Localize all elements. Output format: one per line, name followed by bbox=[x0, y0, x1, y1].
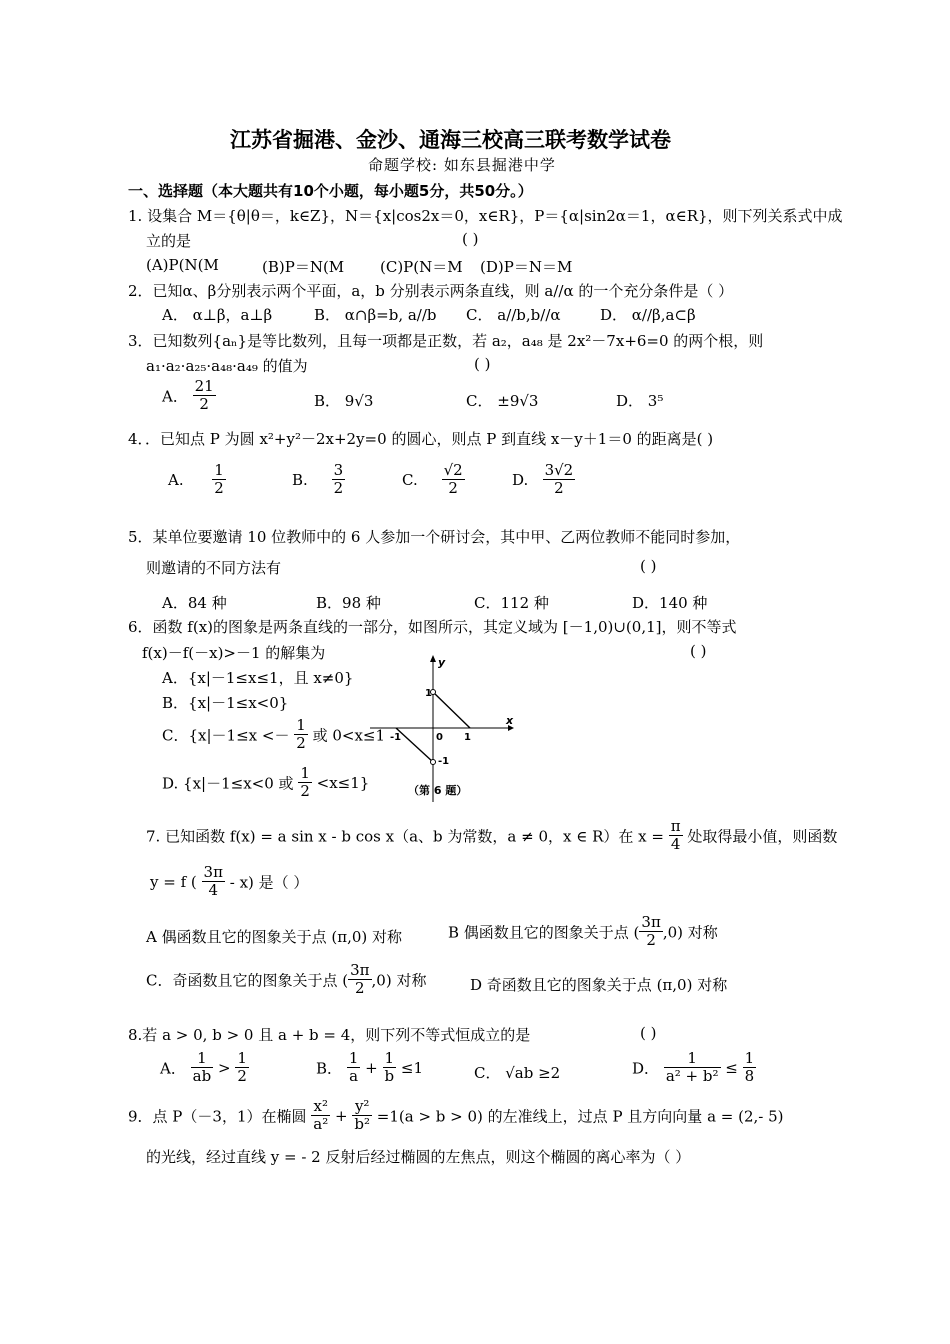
q7-opt-b bbox=[448, 914, 718, 950]
q6-opt-d-num: 1 bbox=[300, 764, 310, 782]
q8-line1: 8.若 a > 0, b > 0 且 a + b = 4，则下列不等式恒成立的是 bbox=[128, 1026, 531, 1044]
q8-opt-d-frac2 bbox=[743, 1050, 757, 1086]
q6-opt-d bbox=[162, 765, 369, 801]
x-label: x bbox=[506, 714, 514, 727]
q8-opt-d-den1: a² + b² bbox=[665, 1067, 719, 1086]
q3-opt-a-num: 21 bbox=[194, 377, 214, 395]
q4-opt-d-den: 2 bbox=[554, 479, 564, 498]
q8-opt-a-den2: 2 bbox=[237, 1067, 247, 1086]
q3-opt-b: B． 9√3 bbox=[314, 392, 374, 410]
q8-opt-c: C． √ab ≥2 bbox=[474, 1064, 561, 1082]
q9-num-y: y² bbox=[352, 1098, 372, 1116]
q7-line2-pre: y = f ( bbox=[150, 872, 197, 891]
q7-opt-b-pre: B 偶函数且它的图象关于点 ( bbox=[448, 923, 640, 942]
q4-opt-a-label: A. bbox=[168, 470, 184, 489]
q4-opt-a-num: 1 bbox=[214, 461, 224, 479]
q8-opt-a-den1: ab bbox=[192, 1067, 212, 1086]
q6-line2: f(x)－f(－x)>－1 的解集为 bbox=[142, 644, 326, 662]
q4-opt-a-fraction bbox=[212, 462, 226, 498]
q7-line2 bbox=[150, 864, 308, 900]
q2-opt-d: D． α//β,a⊂β bbox=[600, 306, 696, 324]
q6-opt-c bbox=[162, 717, 385, 753]
q8-opt-b-den2: b bbox=[384, 1067, 395, 1086]
q7-opt-b-num: 3π bbox=[641, 913, 661, 931]
y-label: y bbox=[438, 656, 446, 669]
q3-opt-a-fraction bbox=[193, 378, 216, 414]
tick-y-1: 1 bbox=[425, 688, 432, 699]
q1-opt-d: (D)P＝N＝M bbox=[480, 258, 573, 276]
open-point-bottom bbox=[431, 760, 436, 765]
q7-opt-c-den: 2 bbox=[355, 979, 365, 998]
q8-opt-a bbox=[160, 1050, 249, 1086]
q6-opt-c-fraction bbox=[294, 717, 308, 753]
q2-line1: 2．已知α、β分别表示两个平面，a，b 分别表示两条直线，则 a//α 的一个充分条件是（ ） bbox=[128, 282, 734, 300]
q9-line2: 的光线，经过直线 y = - 2 反射后经过椭圆的左焦点，则这个椭圆的离心率为（ ） bbox=[146, 1148, 691, 1166]
q7-opt-b-fraction bbox=[639, 914, 662, 950]
q7-line1-den: 4 bbox=[670, 835, 681, 854]
q6-opt-c-pre: C．{x|－1≤x <－ bbox=[162, 726, 290, 745]
q4-opt-c-label: C. bbox=[402, 470, 418, 489]
q7-line1 bbox=[146, 818, 837, 854]
graph-line-right bbox=[433, 692, 470, 728]
q5-line1: 5．某单位要邀请 10 位教师中的 6 人参加一个研讨会，其中甲、乙两位教师不能同时参加， bbox=[128, 528, 741, 546]
q8-opt-d-label: D． bbox=[632, 1059, 660, 1078]
q7-opt-d: D 奇函数且它的图象关于点 (π,0) 对称 bbox=[470, 976, 728, 994]
q8-opt-b-num1: 1 bbox=[348, 1049, 359, 1067]
q8-opt-b-frac2 bbox=[383, 1050, 397, 1086]
q5-opt-a: A．84 种 bbox=[162, 594, 227, 612]
q4-opt-d bbox=[512, 462, 575, 498]
q7-opt-c-fraction bbox=[348, 962, 371, 998]
q7-opt-c bbox=[146, 962, 426, 998]
q8-opt-b-label: B． bbox=[316, 1059, 343, 1078]
q4-opt-d-label: D. bbox=[512, 470, 529, 489]
q6-opt-c-post: 或 0<x≤1 bbox=[312, 726, 386, 745]
q7-line1-post: 处取得最小值，则函数 bbox=[687, 827, 838, 846]
q8-opt-b-frac1 bbox=[347, 1050, 361, 1086]
q8-opt-a-label: A． bbox=[160, 1059, 186, 1078]
q7-line2-num: 3π bbox=[203, 863, 223, 881]
q3-line2: a₁·a₂·a₂₅·a₄₈·a₄₉ 的值为 bbox=[146, 357, 308, 375]
q4-opt-c-num: √2 bbox=[443, 461, 463, 479]
q7-line2-den: 4 bbox=[208, 881, 219, 900]
q9-line1 bbox=[128, 1098, 784, 1134]
q2-opt-c: C． a//b,b//α bbox=[466, 306, 561, 324]
q3-opt-a bbox=[162, 378, 216, 414]
graph-line-left bbox=[396, 728, 433, 762]
q4-opt-b-fraction bbox=[332, 462, 346, 498]
q1-opt-c: (C)P(N＝M bbox=[380, 258, 463, 276]
q8-opt-b-num2: 1 bbox=[383, 1050, 397, 1068]
q1-line1: 1. 设集合 M＝{θ|θ＝，k∈Z}，N＝{x|cos2x＝0，x∈R}，P＝{α|sin2α＝1，α∈R}，则下列关系式中成 bbox=[128, 207, 843, 225]
q2-opt-a: A． α⊥β，a⊥β bbox=[162, 306, 273, 324]
q6-opt-c-den: 2 bbox=[296, 734, 306, 753]
q5-opt-c: C．112 种 bbox=[474, 594, 549, 612]
q8-opt-d-num1: 1 bbox=[664, 1050, 721, 1068]
q8-opt-a-num1: 1 bbox=[191, 1050, 214, 1068]
q8-opt-d-num2: 1 bbox=[744, 1049, 755, 1067]
q7-line2-fraction bbox=[202, 864, 225, 900]
q3-line1: 3．已知数列{aₙ}是等比数列，且每一项都是正数，若 a₂，a₄₈ 是 2x²－7x+6=0 的两个根，则 bbox=[128, 332, 764, 350]
q1-paren: ( ) bbox=[462, 230, 479, 248]
q7-opt-c-post: ,0) 对称 bbox=[371, 971, 427, 990]
q6-opt-a: A．{x|－1≤x≤1，且 x≠0} bbox=[162, 669, 354, 687]
q9-line1-post: =1(a > b > 0) 的左准线上，过点 P 且方向向量 a = (2,- 5) bbox=[376, 1107, 784, 1126]
q3-opt-c: C． ±9√3 bbox=[466, 392, 539, 410]
q5-paren: ( ) bbox=[640, 557, 657, 575]
q4-opt-b-label: B. bbox=[292, 470, 308, 489]
q7-opt-c-pre: C．奇函数且它的图象关于点 ( bbox=[146, 971, 349, 990]
q9-num-x: x² bbox=[311, 1098, 330, 1116]
q3-opt-a-den: 2 bbox=[199, 395, 209, 414]
q8-paren: ( ) bbox=[640, 1024, 657, 1042]
figure-caption: （第 6 题） bbox=[408, 784, 468, 797]
page-title: 江苏省掘港、金沙、通海三校高三联考数学试卷 bbox=[230, 128, 671, 152]
q1-opt-b: (B)P＝N(M bbox=[262, 258, 345, 276]
section-heading: 一、选择题（本大题共有10个小题，每小题5分，共50分。） bbox=[128, 182, 533, 200]
q3-paren: ( ) bbox=[474, 355, 491, 373]
q8-opt-d bbox=[632, 1050, 756, 1086]
q6-opt-b: B．{x|－1≤x<0} bbox=[162, 694, 289, 712]
q7-opt-b-post: ,0) 对称 bbox=[662, 923, 718, 942]
q7-line1-num: π bbox=[670, 817, 681, 835]
q8-opt-a-op: > bbox=[217, 1058, 231, 1077]
q7-line2-post: - x) 是（ ） bbox=[229, 873, 309, 892]
q5-opt-d: D．140 种 bbox=[632, 594, 708, 612]
q3-opt-d: D． 3⁵ bbox=[616, 392, 664, 410]
q4-opt-b-den: 2 bbox=[333, 479, 344, 498]
q8-opt-a-frac2 bbox=[235, 1050, 249, 1086]
q6-opt-d-fraction bbox=[298, 765, 312, 801]
q4-opt-a-den: 2 bbox=[214, 479, 224, 498]
q6-graph-figure bbox=[368, 652, 518, 802]
q6-opt-d-den: 2 bbox=[300, 782, 310, 801]
q8-opt-d-den2: 8 bbox=[744, 1067, 755, 1086]
q8-opt-b-den1: a bbox=[349, 1067, 359, 1086]
q9-den-b: b² bbox=[354, 1115, 371, 1134]
q4-opt-c-den: 2 bbox=[448, 479, 458, 498]
q8-opt-b bbox=[316, 1050, 423, 1086]
q9-plus: + bbox=[335, 1106, 348, 1125]
q4-opt-d-num: 3√2 bbox=[544, 461, 574, 479]
q7-line1-fraction bbox=[669, 818, 683, 854]
q9-den-a: a² bbox=[313, 1115, 329, 1134]
tick-origin: 0 bbox=[436, 732, 443, 743]
q3-opt-a-label: A． bbox=[162, 387, 188, 406]
q8-opt-b-plus: + bbox=[365, 1058, 378, 1077]
tick-x-1: 1 bbox=[464, 732, 471, 743]
q9-frac-x bbox=[311, 1098, 330, 1134]
q4-opt-b-num: 3 bbox=[333, 461, 344, 479]
q8-opt-d-frac1 bbox=[664, 1050, 721, 1086]
q4-opt-d-fraction bbox=[543, 462, 576, 498]
q6-opt-d-post: <x≤1} bbox=[316, 773, 370, 792]
q8-opt-b-post: ≤1 bbox=[400, 1058, 424, 1077]
q5-opt-b: B．98 种 bbox=[316, 594, 381, 612]
q6-opt-d-pre: D. {x|－1≤x<0 或 bbox=[162, 774, 294, 793]
q9-frac-y bbox=[352, 1098, 372, 1134]
q4-opt-c bbox=[402, 462, 465, 498]
q4-opt-a bbox=[168, 462, 226, 498]
q8-opt-a-num2: 1 bbox=[237, 1049, 247, 1067]
q7-opt-b-den: 2 bbox=[646, 931, 656, 950]
q1-opt-a: (A)P(N(M bbox=[146, 256, 219, 274]
q2-opt-b: B． α∩β=b, a//b bbox=[314, 306, 437, 324]
q7-opt-a: A 偶函数且它的图象关于点 (π,0) 对称 bbox=[146, 928, 403, 946]
q5-line2: 则邀请的不同方法有 bbox=[146, 559, 282, 577]
q1-line2: 立的是 bbox=[146, 232, 192, 250]
q7-line1-pre: 7. 已知函数 f(x) = a sin x - b cos x（a、b 为常数，a ≠ 0，x ∈ R）在 x = bbox=[146, 827, 664, 846]
q4-line1: 4．．已知点 P 为圆 x²+y²－2x+2y=0 的圆心，则点 P 到直线 x－y＋1＝0 的距离是( ) bbox=[128, 430, 714, 448]
q4-opt-c-fraction bbox=[442, 462, 465, 498]
q7-opt-c-num: 3π bbox=[350, 961, 370, 979]
q6-paren: ( ) bbox=[690, 642, 707, 660]
tick-y-neg1: -1 bbox=[438, 756, 450, 767]
q9-line1-pre: 9．点 P（－3，1）在椭圆 bbox=[128, 1107, 307, 1126]
tick-x-neg1: -1 bbox=[390, 732, 402, 743]
y-axis-arrow bbox=[430, 655, 436, 662]
school-line: 命题学校: 如东县掘港中学 bbox=[368, 156, 556, 174]
q8-opt-a-frac1 bbox=[191, 1050, 214, 1086]
q6-line1: 6．函数 f(x)的图象是两条直线的一部分，如图所示，其定义域为 [－1,0)∪(0,1]，则不等式 bbox=[128, 618, 737, 636]
q4-opt-b bbox=[292, 462, 345, 498]
q6-opt-c-num: 1 bbox=[296, 716, 306, 734]
q8-opt-d-op: ≤ bbox=[725, 1058, 738, 1077]
